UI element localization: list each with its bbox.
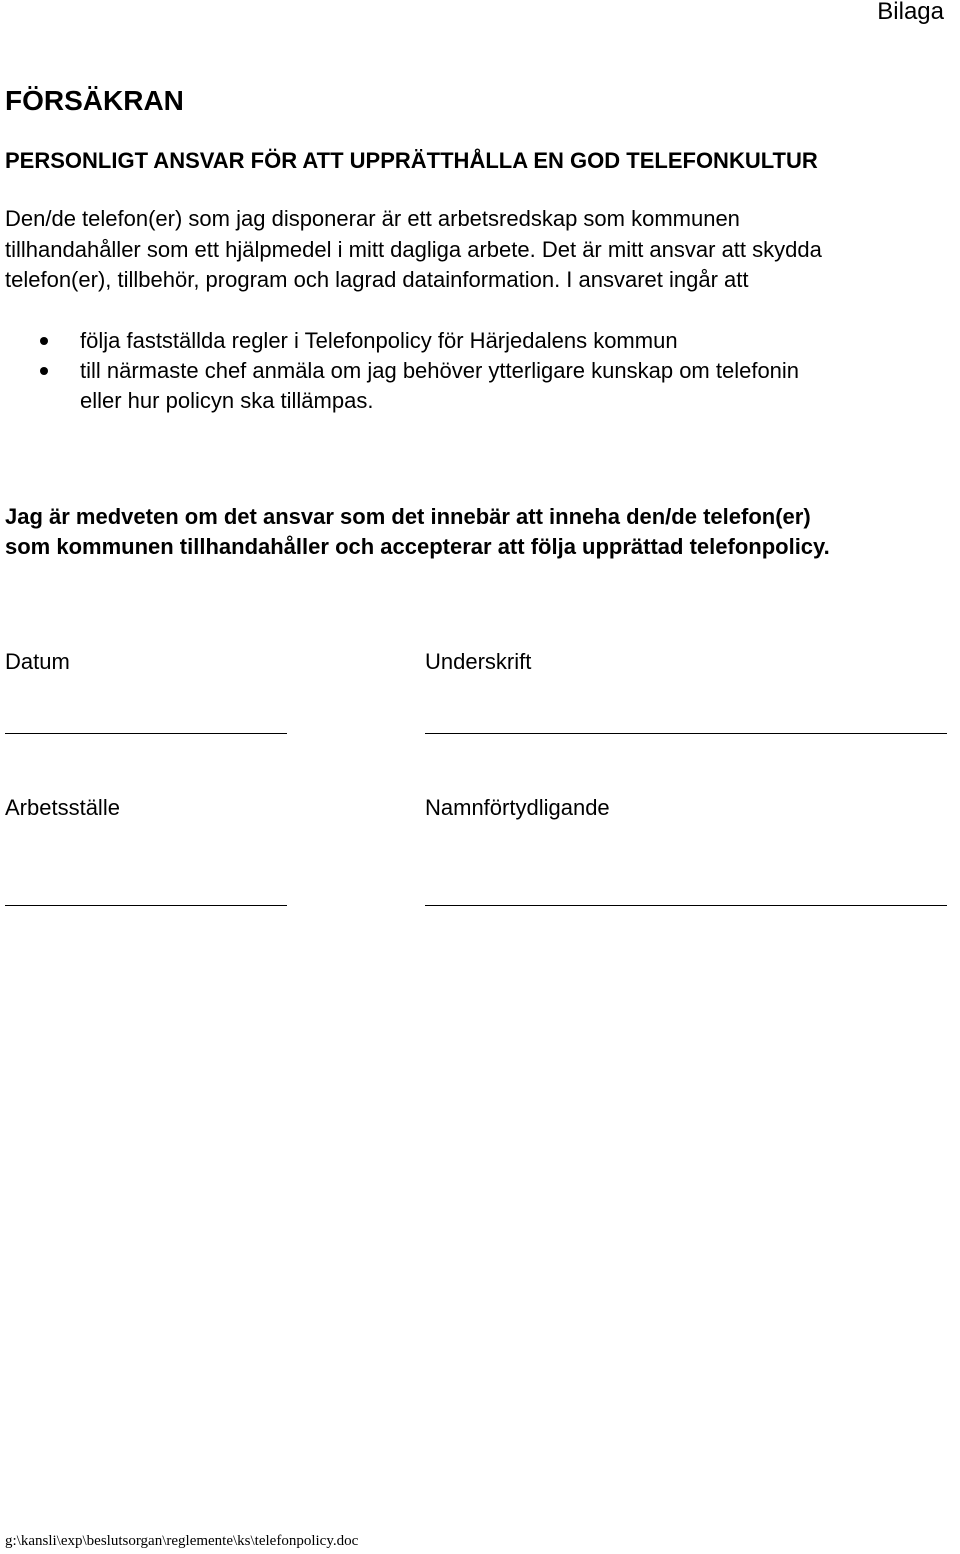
list-item — [40, 326, 940, 356]
namnfortydligande-label: Namnförtydligande — [425, 795, 610, 820]
underskrift-signature-line[interactable] — [425, 733, 947, 734]
statement-line: som kommunen tillhandahåller och accepterar att följa upprättad telefonpolicy. — [5, 534, 830, 559]
list-item — [40, 356, 940, 416]
datum-signature-line[interactable] — [5, 733, 287, 734]
page-subtitle: PERSONLIGT ANSVAR FÖR ATT UPPRÄTTHÅLLA EN GOD TELEFONKULTUR — [5, 148, 818, 173]
bullet-icon — [40, 367, 48, 375]
list-item-text: följa fastställda regler i Telefonpolicy för Härjedalens kommun — [80, 328, 678, 353]
list-item-text: till närmaste chef anmäla om jag behöver ytterligare kunskap om telefonin — [80, 358, 800, 383]
underskrift-label: Underskrift — [425, 649, 532, 674]
acceptance-statement — [5, 502, 960, 562]
bullet-icon — [40, 337, 48, 345]
namnfortydligande-signature-line[interactable] — [425, 905, 947, 906]
datum-label: Datum — [5, 649, 70, 674]
statement-line: Jag är medveten om det ansvar som det innebär att inneha den/de telefon(er) — [5, 504, 811, 529]
responsibility-list — [40, 326, 940, 416]
page-title: FÖRSÄKRAN — [5, 85, 184, 116]
intro-paragraph — [5, 204, 955, 296]
intro-line: Den/de telefon(er) som jag disponerar är ett arbetsredskap som kommunen — [5, 206, 740, 231]
list-item-text: eller hur policyn ska tillämpas. — [80, 388, 374, 413]
intro-line: tillhandahåller som ett hjälpmedel i mitt dagliga arbete. Det är mitt ansvar att skydda — [5, 236, 822, 262]
arbetsstalle-label: Arbetsställe — [5, 795, 120, 820]
footer-file-path: g:\kansli\exp\beslutsorgan\reglemente\ks\telefonpolicy.doc — [5, 1533, 359, 1549]
intro-line: telefon(er), tillbehör, program och lagrad datainformation. I ansvaret ingår att — [5, 267, 749, 292]
attachment-label: Bilaga — [877, 0, 944, 25]
arbetsstalle-signature-line[interactable] — [5, 905, 287, 906]
